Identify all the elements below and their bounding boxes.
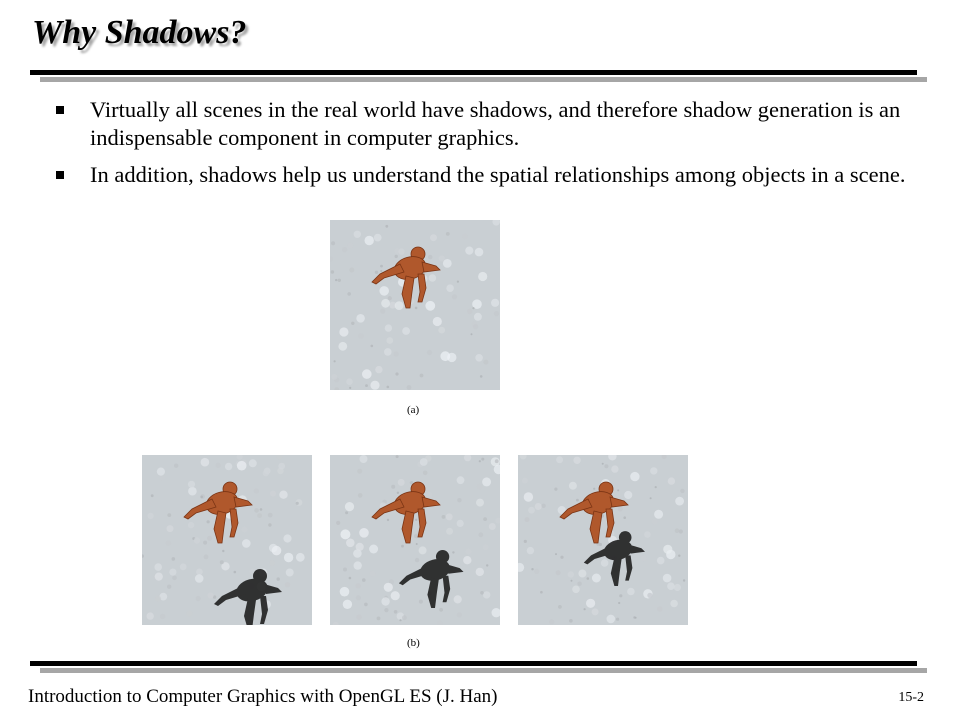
top-rule-shadow xyxy=(40,77,927,82)
figure-image-no-shadow xyxy=(330,220,500,390)
square-bullet-icon xyxy=(56,171,64,179)
bottom-rule-shadow xyxy=(40,668,927,673)
page-number: 15-2 xyxy=(898,690,924,705)
caption-a: (a) xyxy=(407,404,420,416)
bullet-item xyxy=(54,96,914,152)
square-bullet-icon xyxy=(56,106,64,114)
caption-b: (b) xyxy=(407,637,420,649)
bullet-text: In addition, shadows help us understand the spatial relationships among objects in a scene. xyxy=(90,162,906,187)
bullet-item xyxy=(54,161,914,189)
footer-text: Introduction to Computer Graphics with OpenGL ES (J. Han) xyxy=(28,686,498,707)
figure-image-shadow-mid xyxy=(330,455,500,625)
bullet-list xyxy=(54,96,914,198)
bullet-text: Virtually all scenes in the real world have shadows, and therefore shadow generation is an indispensable component in computer graphics. xyxy=(90,97,901,150)
slide-title: Why Shadows? xyxy=(32,14,247,51)
bottom-rule xyxy=(30,661,917,666)
top-rule xyxy=(30,70,917,75)
figure-image-shadow-far xyxy=(142,455,312,625)
figure-image-shadow-near xyxy=(518,455,688,625)
